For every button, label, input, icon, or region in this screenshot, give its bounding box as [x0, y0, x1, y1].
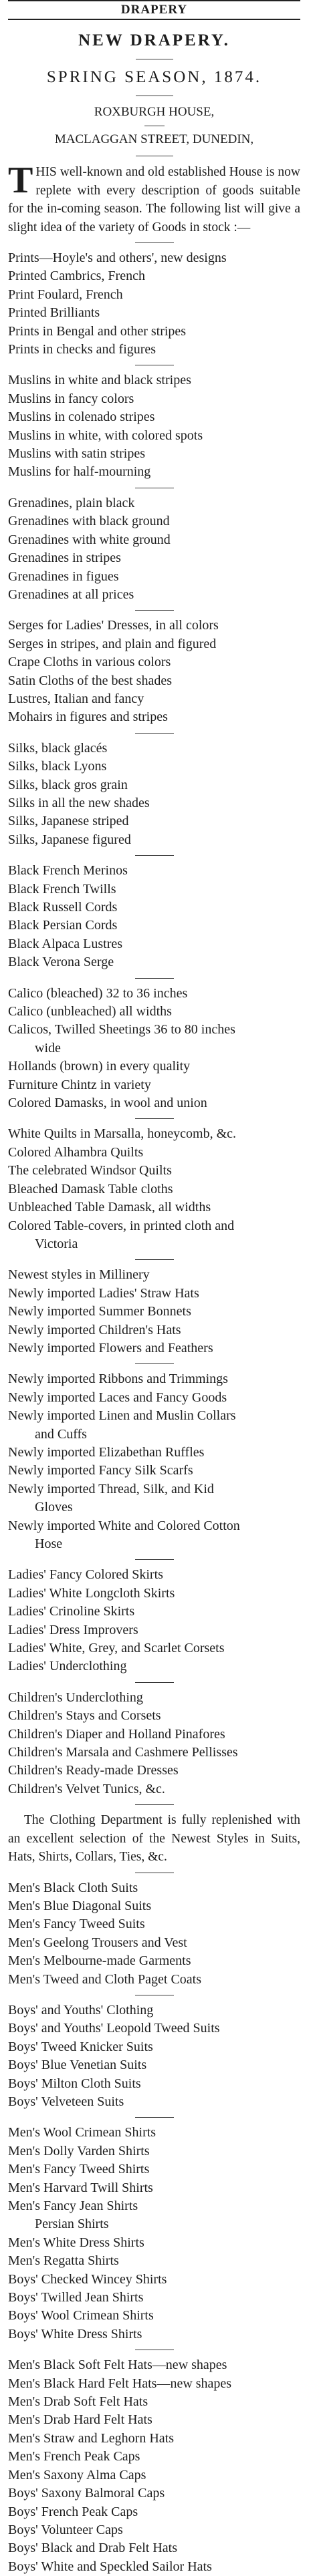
list-item: Printed Cambrics, French [8, 269, 145, 284]
list-item: Silks, black glacés [8, 740, 108, 756]
list-item: Ladies' White Longcloth Skirts [8, 1585, 175, 1601]
list-item: Silks in all the new shades [8, 795, 150, 810]
list-item: Muslins in white, with colored spots [8, 428, 203, 443]
list-item: Boys' White Dress Shirts [8, 2326, 142, 2342]
list-item-continuation: Victoria [35, 1236, 78, 1251]
list-item: Children's Ready-made Dresses [8, 1763, 179, 1778]
list-item: Muslins for half-mourning [8, 464, 151, 480]
list-item: Unbleached Table Damask, all widths [8, 1200, 211, 1215]
intro-paragraph [8, 160, 300, 236]
list-item: Children's Marsala and Cashmere Pellisses [8, 1745, 238, 1760]
list-item: White Quilts in Marsalla, honeycomb, &c. [8, 1126, 237, 1142]
list-item: Boys' Milton Cloth Suits [8, 2076, 141, 2091]
list-item: Men's Drab Hard Felt Hats [8, 2412, 152, 2428]
list-item: Prints in Bengal and other stripes [8, 323, 187, 339]
list-item: Newly imported Laces and Fancy Goods [8, 1390, 227, 1405]
list-item: Men's Fancy Jean Shirts [8, 2199, 138, 2213]
list-item-continuation: and Cuffs [35, 1426, 87, 1442]
list-item: Muslins in white and black stripes [8, 373, 191, 388]
goods-section [8, 1125, 300, 1253]
list-item: Black Alpaca Lustres [8, 936, 123, 951]
list-item: Men's Drab Soft Felt Hats [8, 2394, 148, 2410]
list-item: Muslins with satin stripes [8, 446, 146, 462]
list-item: Calico (bleached) 32 to 36 inches [8, 985, 188, 1001]
goods-section [8, 1566, 300, 1675]
section-divider [135, 1804, 174, 1805]
list-item: Ladies' Crinoline Skirts [8, 1604, 135, 1619]
list-item: Newly imported White and Colored Cotton [8, 1518, 240, 1533]
list-item: Men's White Dress Shirts [8, 2235, 144, 2250]
list-item: Boys' Checked Wincey Shirts [8, 2271, 167, 2287]
list-item: Men's Fancy Tweed Shirts [8, 2162, 150, 2177]
list-item: Ladies' Fancy Colored Skirts [8, 1567, 163, 1583]
goods-section [8, 1811, 300, 1866]
list-item: Black French Twills [8, 881, 116, 897]
list-item: Silks, Japanese figured [8, 832, 131, 847]
list-item: Black French Merinos [8, 863, 128, 878]
street-address: MACLAGGAN STREET, DUNEDIN, [54, 132, 254, 146]
list-item: Hollands (brown) in every quality [8, 1059, 191, 1074]
section-divider [135, 978, 174, 979]
goods-section [8, 985, 300, 1113]
goods-section [8, 2001, 300, 2111]
list-item-continuation: Gloves [35, 1500, 73, 1515]
list-item: Prints—Hoyle's and others', new designs [8, 251, 227, 265]
list-item: Black Verona Serge [8, 955, 114, 970]
list-item: Men's Blue Diagonal Suits [8, 1898, 152, 1913]
list-item: Printed Brilliants [8, 305, 100, 321]
list-item: Calicos, Twilled Sheetings 36 to 80 inches [8, 1022, 235, 1037]
list-item: Boys' Twilled Jean Shirts [8, 2290, 144, 2305]
section-divider [135, 610, 174, 611]
clothing-notice: The Clothing Department is fully replenished with an excellent selection of the Newest Styles in Suits, Hats, Shirts, Collars, Ties, &c. [8, 1813, 300, 1865]
season-line: SPRING SEASON, 1874. [46, 68, 262, 86]
goods-section [8, 1689, 300, 1798]
goods-list [8, 243, 300, 2576]
list-item: Newly imported Ribbons and Trimmings [8, 1372, 228, 1387]
section-divider [135, 733, 174, 734]
list-item: Men's Black Cloth Suits [8, 1880, 138, 1895]
list-item: Black Persian Cords [8, 918, 118, 933]
list-item: Newly imported Elizabethan Ruffles [8, 1444, 205, 1460]
intro-text: HIS well-known and old established House is now replete with every description of goods suitable for the in-coming season. The following list will give a slight idea of the variety of Goods in stock :— [8, 165, 300, 234]
list-item: Furniture Chintz in variety [8, 1077, 151, 1092]
goods-section [8, 494, 300, 604]
list-item: Grenadines in stripes [8, 550, 121, 566]
list-item: Silks, Japanese striped [8, 814, 129, 829]
goods-section [8, 1879, 300, 1989]
list-item: Ladies' Underclothing [8, 1659, 127, 1674]
goods-section [8, 1370, 300, 1553]
list-item: Men's Straw and Leghorn Hats [8, 2430, 174, 2446]
list-item: Children's Stays and Corsets [8, 1708, 161, 1724]
list-item: Newly imported Fancy Silk Scarfs [8, 1463, 193, 1478]
list-item: Men's Dolly Varden Shirts [8, 2143, 150, 2158]
list-item: Boys' Volunteer Caps [8, 2522, 123, 2537]
goods-section [8, 2124, 300, 2344]
section-divider [135, 1363, 174, 1364]
list-item-continuation: Persian Shirts [35, 2217, 109, 2232]
section-divider [135, 2117, 174, 2118]
list-item: Men's Wool Crimean Shirts [8, 2125, 157, 2140]
list-item: Newest styles in Millinery [8, 1267, 150, 1283]
section-label: DRAPERY [120, 3, 188, 17]
list-item: Silks, black gros grain [8, 777, 128, 792]
list-item: Boys' Blue Venetian Suits [8, 2058, 147, 2073]
section-divider [135, 1682, 174, 1683]
header-rule [8, 19, 300, 20]
list-item: Print Foulard, French [8, 287, 123, 302]
goods-section [8, 1266, 300, 1357]
list-item: Men's Fancy Tweed Suits [8, 1917, 145, 1932]
list-item: Newly imported Thread, Silk, and Kid [8, 1481, 214, 1496]
list-item: Lustres, Italian and fancy [8, 691, 144, 706]
list-item: Men's Harvard Twill Shirts [8, 2180, 153, 2195]
list-item: Men's French Peak Caps [8, 2449, 140, 2464]
goods-section [8, 371, 300, 481]
list-item: Grenadines with white ground [8, 532, 171, 547]
goods-section [8, 249, 300, 359]
section-divider [135, 855, 174, 856]
list-item: Colored Damasks, in wool and union [8, 1096, 207, 1111]
list-item: Boys' Black and Drab Felt Hats [8, 2541, 178, 2556]
goods-section [8, 740, 300, 849]
list-item: Boys' Tweed Knicker Suits [8, 2039, 153, 2054]
list-item: Colored Alhambra Quilts [8, 1144, 144, 1160]
section-divider [135, 1118, 174, 1119]
list-item-continuation: Hose [35, 1537, 63, 1551]
list-item: Calico (unbleached) all widths [8, 1004, 172, 1019]
section-divider [135, 1259, 174, 1260]
ad-title: NEW DRAPERY. [78, 31, 230, 49]
list-item: The celebrated Windsor Quilts [8, 1163, 172, 1178]
house-name: ROXBURGH HOUSE, [94, 105, 215, 119]
list-item: Boys' White and Speckled Sailor Hats [8, 2559, 212, 2574]
list-item: Men's Regatta Shirts [8, 2253, 119, 2269]
list-item: Boys' Velveteen Suits [8, 2094, 124, 2109]
list-item: Colored Table-covers, in printed cloth and [8, 1218, 235, 1233]
list-item: Ladies' Dress Improvers [8, 1622, 138, 1637]
list-item: Grenadines at all prices [8, 587, 134, 602]
list-item: Muslins in colenado stripes [8, 410, 155, 425]
goods-section [8, 2356, 300, 2576]
list-item: Black Russell Cords [8, 900, 118, 915]
list-item: Men's Black Soft Felt Hats—new shapes [8, 2358, 227, 2373]
list-item: Grenadines with black ground [8, 514, 170, 529]
list-item: Newly imported Ladies' Straw Hats [8, 1285, 199, 1301]
list-item: Serges in stripes, and plain and figured [8, 636, 217, 651]
list-item: Silks, black Lyons [8, 759, 107, 774]
list-item: Boys' and Youths' Clothing [8, 2002, 154, 2018]
list-item: Mohairs in figures and stripes [8, 709, 168, 725]
list-item: Newly imported Children's Hats [8, 1322, 181, 1337]
goods-section [8, 862, 300, 971]
list-item: Men's Tweed and Cloth Paget Coats [8, 1971, 202, 1987]
list-item: Muslins in fancy colors [8, 391, 134, 406]
list-item: Prints in checks and figures [8, 342, 157, 357]
list-item: Boys' Saxony Balmoral Caps [8, 2486, 165, 2501]
list-item: Newly imported Summer Bonnets [8, 1304, 191, 1319]
section-divider [135, 1559, 174, 1560]
list-item: Satin Cloths of the best shades [8, 673, 172, 688]
list-item: Bleached Damask Table cloths [8, 1181, 173, 1196]
list-item: Men's Melbourne-made Garments [8, 1953, 191, 1969]
list-item: Men's Saxony Alma Caps [8, 2467, 146, 2482]
list-item: Children's Underclothing [8, 1689, 143, 1705]
list-item: Boys' French Peak Caps [8, 2504, 138, 2519]
list-item: Serges for Ladies' Dresses, in all colors [8, 618, 219, 633]
list-item: Men's Black Hard Felt Hats—new shapes [8, 2376, 232, 2391]
list-item: Crape Cloths in various colors [8, 655, 171, 670]
list-item: Grenadines, plain black [8, 495, 135, 510]
list-item: Children's Velvet Tunics, &c. [8, 1781, 165, 1796]
goods-section [8, 617, 300, 726]
list-item-continuation: wide [35, 1040, 61, 1056]
list-item: Ladies' White, Grey, and Scarlet Corsets [8, 1641, 225, 1656]
list-item: Newly imported Linen and Muslin Collars [8, 1408, 236, 1424]
list-item: Boys' Wool Crimean Shirts [8, 2308, 154, 2323]
drop-cap: T [8, 160, 33, 201]
list-item: Grenadines in figues [8, 569, 119, 584]
list-item: Boys' and Youths' Leopold Tweed Suits [8, 2021, 220, 2036]
list-item: Men's Geelong Trousers and Vest [8, 1935, 187, 1950]
list-item: Children's Diaper and Holland Pinafores [8, 1726, 225, 1742]
list-item: Newly imported Flowers and Feathers [8, 1340, 213, 1355]
